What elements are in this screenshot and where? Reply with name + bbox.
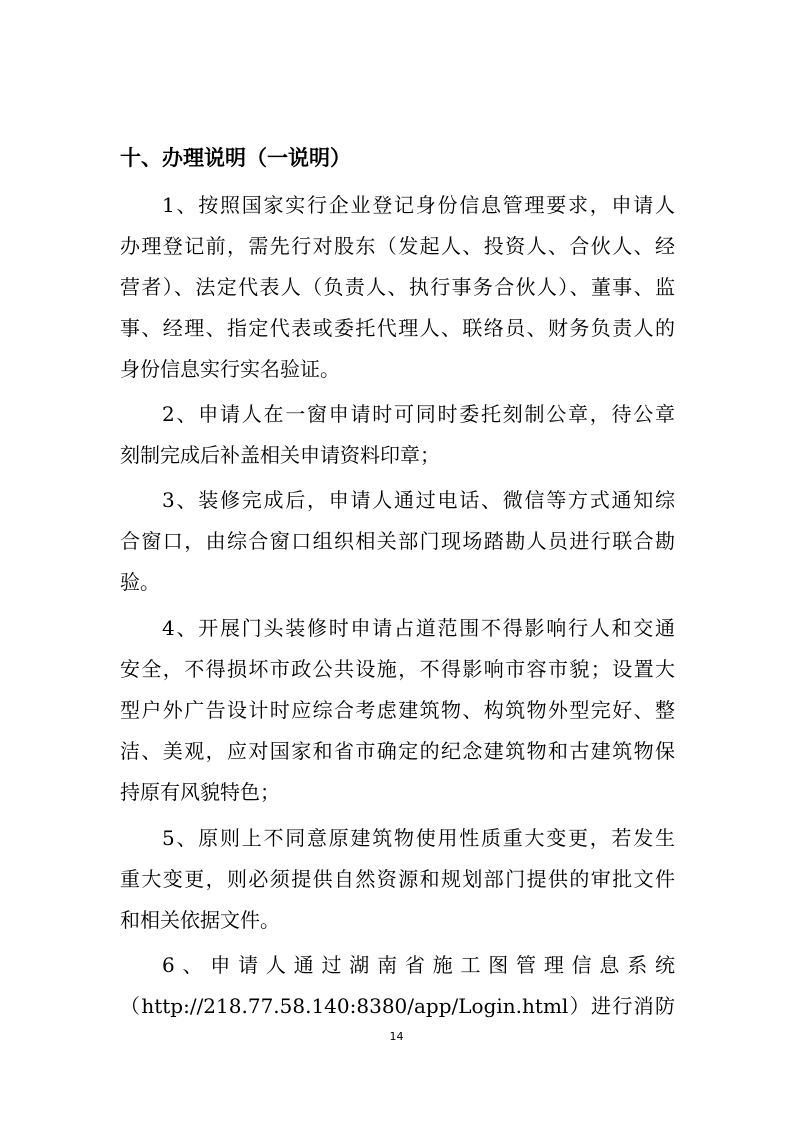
section-heading: 十、办理说明（一说明） [120, 146, 351, 170]
paragraph-1-line-3: 营者）、法定代表人（负责人、执行事务合伙人）、董事、监 [120, 275, 675, 299]
paragraph-2-line-2: 刻制完成后补盖相关申请资料印章； [120, 443, 440, 467]
paragraph-6-line-1: 6、申请人通过湖南省施工图管理信息系统 [162, 953, 675, 977]
paragraph-6-line-2: （http://218.77.58.140:8380/app/Login.html）进行消防 [120, 994, 675, 1018]
paragraph-3-line-1: 3、装修完成后，申请人通过电话、微信等方式通知综 [162, 488, 675, 512]
paragraph-4-line-3: 型户外广告设计时应综合考虑建筑物、构筑物外型完好、整 [120, 698, 675, 722]
page-number: 14 [389, 1030, 404, 1043]
paragraph-1-line-5: 身份信息实行实名验证。 [120, 357, 340, 381]
paragraph-1-line-4: 事、经理、指定代表或委托代理人、联络员、财务负责人的 [120, 316, 675, 340]
paragraph-1-line-2: 办理登记前，需先行对股东（发起人、投资人、合伙人、经 [120, 234, 675, 258]
paragraph-4-line-2: 安全，不得损坏市政公共设施，不得影响市容市貌；设置大 [120, 657, 675, 681]
paragraph-5-line-1: 5、原则上不同意原建筑物使用性质重大变更，若发生 [162, 826, 675, 850]
paragraph-2-line-1: 2、申请人在一窗申请时可同时委托刻制公章，待公章 [162, 402, 675, 426]
paragraph-3-line-3: 验。 [120, 570, 160, 594]
paragraph-1-line-1: 1、按照国家实行企业登记身份信息管理要求，申请人 [162, 193, 675, 217]
paragraph-3-line-2: 合窗口，由综合窗口组织相关部门现场踏勘人员进行联合勘 [120, 529, 675, 553]
paragraph-5-line-2: 重大变更，则必须提供自然资源和规划部门提供的审批文件 [120, 867, 675, 891]
paragraph-4-line-5: 持原有风貌特色； [120, 780, 280, 804]
paragraph-5-line-3: 和相关依据文件。 [120, 908, 280, 932]
paragraph-4-line-4: 洁、美观，应对国家和省市确定的纪念建筑物和古建筑物保 [120, 739, 675, 763]
paragraph-4-line-1: 4、开展门头装修时申请占道范围不得影响行人和交通 [162, 616, 675, 640]
